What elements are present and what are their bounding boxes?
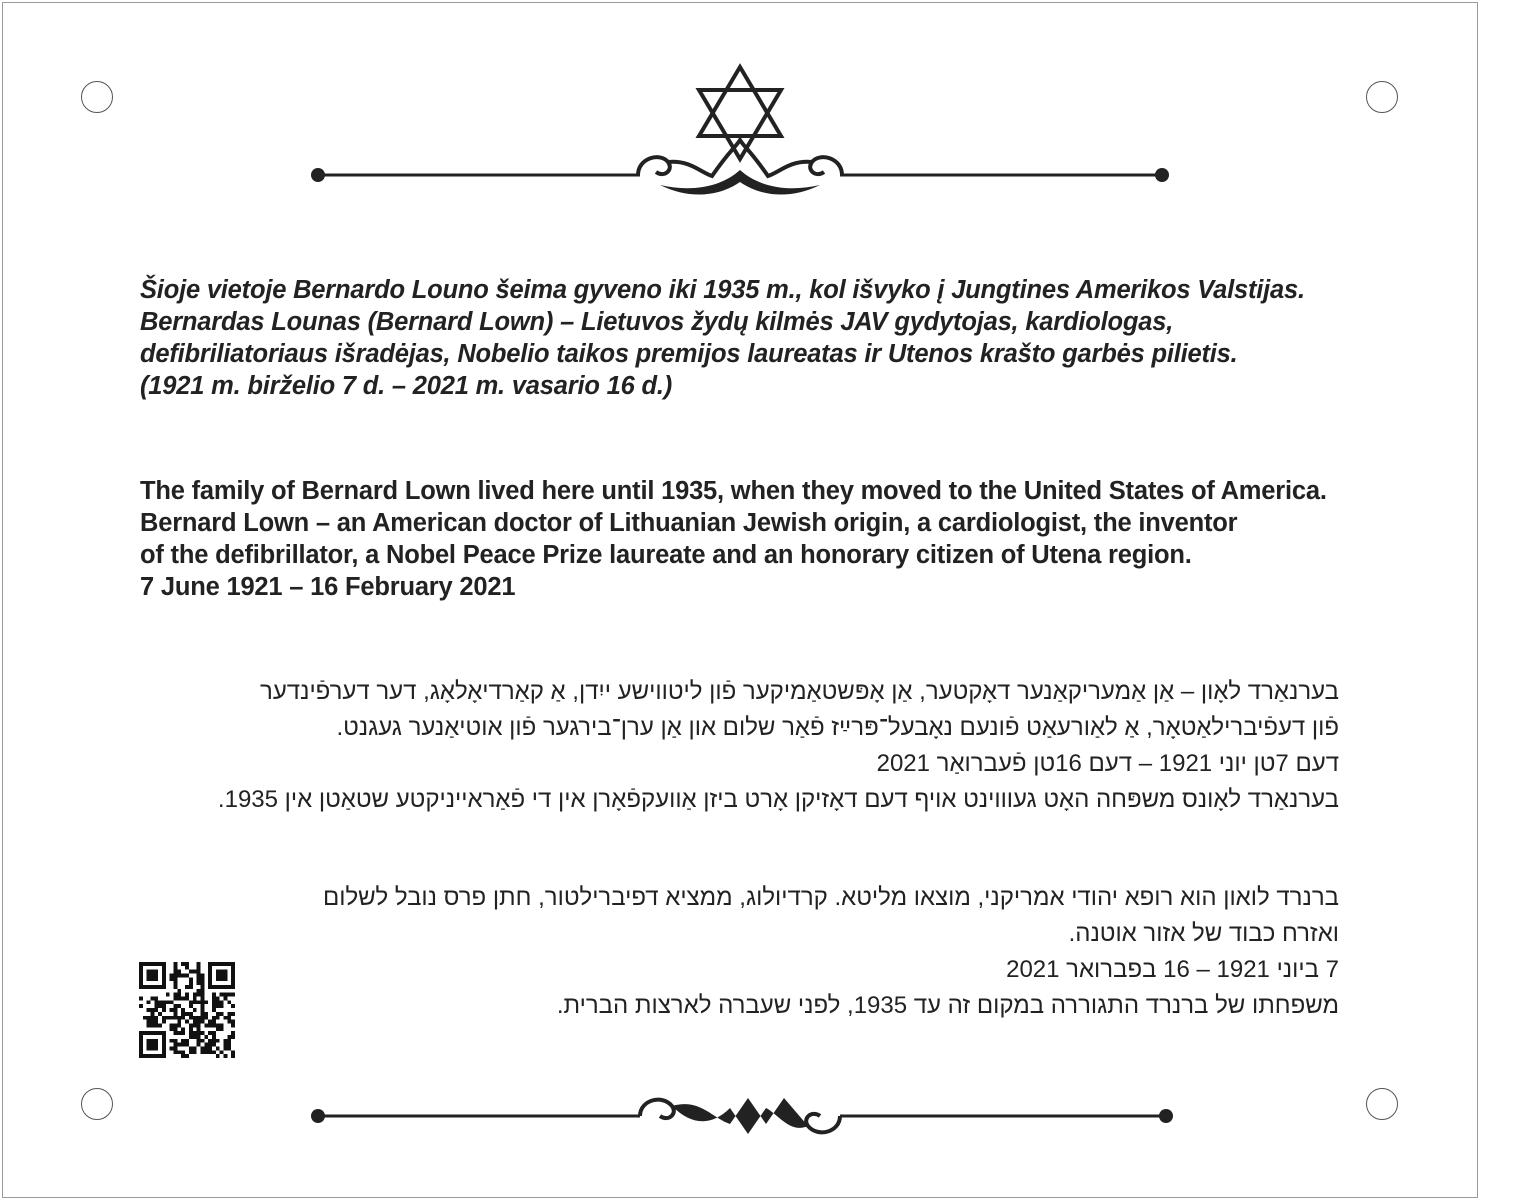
hebrew-line-1: ברנרד לואון הוא רופא יהודי אמריקני, מוצאו מליטא. קרדיולוג, ממציא דפיברילטור, חתן פרס נובל לשלום [322, 884, 1339, 911]
lithuanian-line-3: defibriliatoriaus išradėjas, Nobelio taikos premijos laureatas ir Utenos krašto garbės pilietis. [140, 340, 1238, 368]
mounting-hole-bottom-right [1366, 1088, 1398, 1120]
qr-code-icon[interactable] [139, 962, 235, 1058]
english-line-2: Bernard Lown – an American doctor of Lithuanian Jewish origin, a cardiologist, the inventor [140, 509, 1238, 537]
english-line-4: 7 June 1921 – 16 February 2021 [140, 573, 516, 601]
english-line-1: The family of Bernard Lown lived here until 1935, when they moved to the United States of America. [140, 477, 1327, 505]
yiddish-line-4: בערנאַרד לאָונס משפּחה האָט געוווינט אויף דעם דאָזיקן אָרט ביזן אַוועקפֿאָרן אין די פֿאַראייניקטע שטאַטן אין 1935. [217, 786, 1339, 813]
mounting-hole-bottom-left [81, 1088, 113, 1120]
lithuanian-line-4: (1921 m. birželio 7 d. – 2021 m. vasario 16 d.) [140, 372, 673, 400]
english-line-3: of the defibrillator, a Nobel Peace Prize laureate and an honorary citizen of Utena region. [140, 541, 1192, 569]
lithuanian-line-2: Bernardas Lounas (Bernard Lown) – Lietuvos žydų kilmės JAV gydytojas, kardiologas, [140, 308, 1174, 336]
mounting-hole-top-left [81, 81, 113, 113]
lithuanian-inscription [140, 274, 1400, 402]
hebrew-line-3: 7 ביוני 1921 – 16 בפברואר 2021 [1006, 956, 1339, 983]
hebrew-line-4: משפחתו של ברנרד התגוררה במקום זה עד 1935, לפני שעברה לארצות הברית. [556, 992, 1339, 1019]
yiddish-line-1: בערנאַרד לאָון – אַן אַמעריקאַנער דאָקטער, אַן אָפּשטאַמיקער פֿון ליטווישע ייִדן, אַ קאַרדיאָלאָג, דער דערפֿינדער [260, 678, 1339, 705]
lithuanian-line-1: Šioje vietoje Bernardo Louno šeima gyveno iki 1935 m., kol išvyko į Jungtines Amerikos Valstijas. [140, 276, 1305, 304]
hebrew-inscription [139, 880, 1339, 1024]
yiddish-line-2: פֿון דעפֿיברילאַטאָר, אַ לאַורעאַט פֿונעם נאָבעל־פּרײַז פֿאַר שלום און אַן ערן־בירגער פֿון אוטיאַנער געגנט. [336, 714, 1339, 741]
yiddish-inscription [79, 674, 1339, 818]
hebrew-line-2: ואזרח כבוד של אזור אוטנה. [1068, 920, 1339, 947]
yiddish-line-3: דעם 7טן יוני 1921 – דעם 16טן פֿעברואַר 2021 [876, 750, 1339, 777]
mounting-hole-top-right [1366, 81, 1398, 113]
english-inscription [140, 475, 1400, 603]
